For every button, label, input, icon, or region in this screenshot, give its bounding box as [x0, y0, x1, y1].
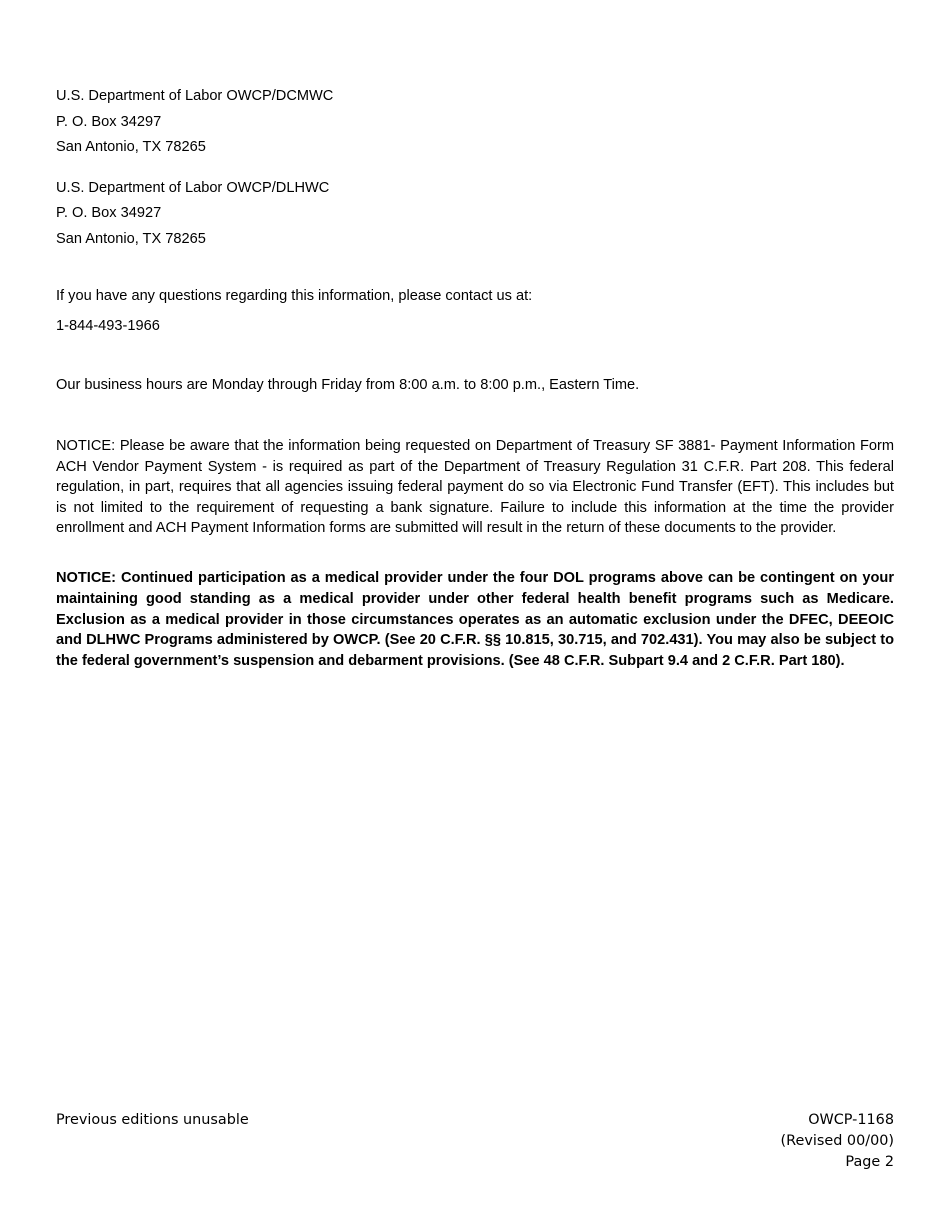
address-line-city: San Antonio, TX 78265 — [56, 230, 206, 247]
page-number: Page 2 — [845, 1154, 894, 1170]
participation-notice: NOTICE: Continued participation as a medical provider under the four DOL programs above can be contingent on your maintaining good standing as a medical provider under other federal health benefit programs such as Medicare. Exclusion as a medical provider in those circumstances operates as an automatic exclusion under the DFEC, DEEOIC and DLHWC Programs administered by OWCP. (See 20 C.F.R. §§ 10.815, 30.715, and 702.431). You may also be subject to the federal government’s suspension and debarment provisions. (See 48 C.F.R. Subpart 9.4 and 2 C.F.R. Part 180). — [56, 570, 894, 670]
form-number: OWCP-1168 — [808, 1112, 894, 1128]
footer-form-info — [781, 1110, 894, 1173]
treasury-notice: NOTICE: Please be aware that the information being requested on Department of Treasury SF 3881- Payment Information Form ACH Vendor Payment System - is required as part of the Department of Treasury Regulation 31 C.F.R. Part 208. This federal regulation, in part, requires that all agencies issuing federal payment do so via Electronic Fund Transfer (EFT). This includes but is not limited to the requirement of requesting a bank signature. Failure to include this information at the time the provider enrollment and ACH Payment Information forms are submitted will result in the return of these documents to the provider. — [56, 438, 894, 537]
address-dcmwc — [56, 84, 894, 161]
address-line-po-box: P. O. Box 34927 — [56, 205, 162, 221]
address-line-agency: U.S. Department of Labor OWCP/DLHWC — [56, 179, 330, 196]
revision-date: (Revised 00/00) — [780, 1133, 894, 1149]
address-line-agency: U.S. Department of Labor OWCP/DCMWC — [56, 88, 334, 104]
address-dlhwc — [56, 176, 894, 253]
footer-editions-note: Previous editions unusable — [56, 1112, 249, 1128]
address-line-po-box: P. O. Box 34297 — [56, 113, 162, 130]
address-line-city: San Antonio, TX 78265 — [56, 139, 206, 155]
business-hours: Our business hours are Monday through Friday from 8:00 a.m. to 8:00 p.m., Eastern Time. — [56, 377, 640, 393]
contact-question: If you have any questions regarding this information, please contact us at: — [56, 288, 533, 304]
document-page — [56, 84, 894, 670]
contact-phone-number: 1-844-493-1966 — [56, 318, 160, 334]
